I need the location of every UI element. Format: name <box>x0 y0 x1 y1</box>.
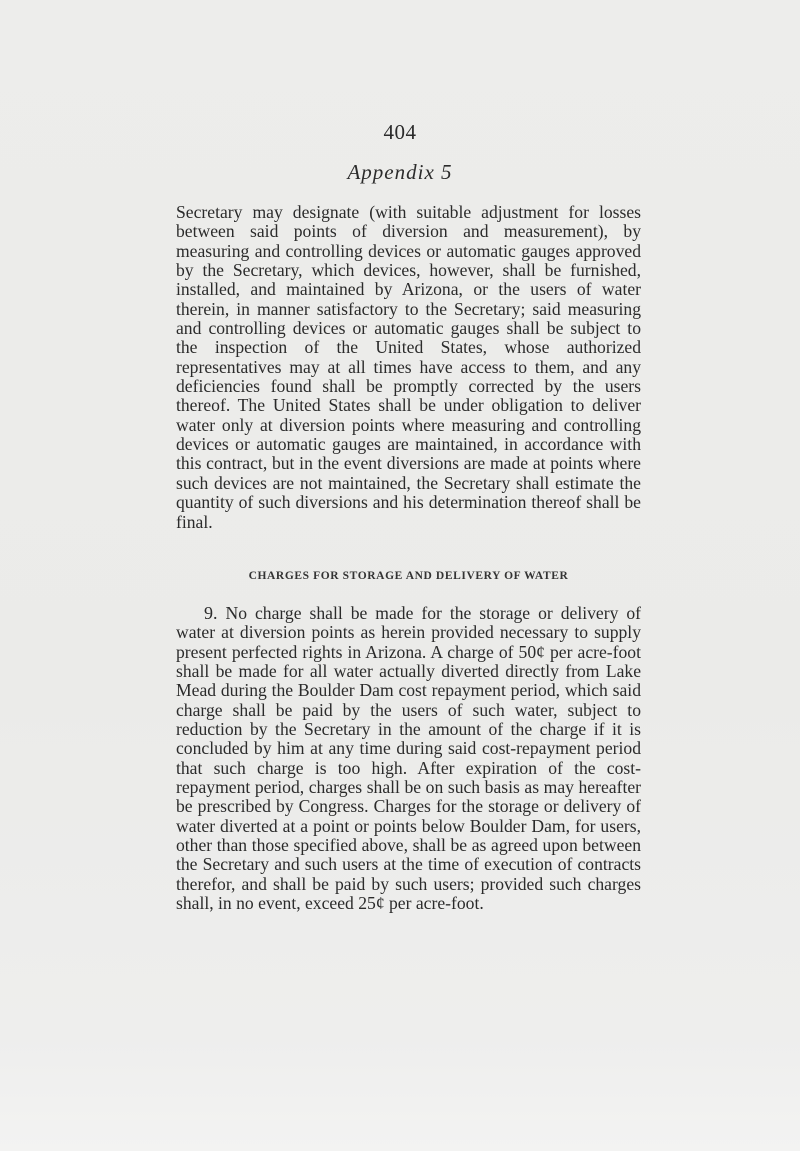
section-heading: CHARGES FOR STORAGE AND DELIVERY OF WATER <box>248 570 569 582</box>
continued-paragraph: Secretary may designate (with suitable adjustment for losses between said points of diversion and measurement), by measuring and controlling devices or automatic gauges approved by the Secretary, which devices, however, shall be furnished, installed, and maintained by Arizona, or the users of water therein, in manner satisfactory to the Secretary; said measuring and controlling devices or automatic gauges shall be subject to the inspection of the United States, whose authorized representatives may at all times have access to them, and any deficiencies found shall be promptly corrected by the users thereof. The United States shall be under obligation to deliver water only at diversion points where measuring and controlling devices or automatic gauges are maintained, in accordance with this contract, but in the event diversions are made at points where such devices are not maintained, the Secretary shall estimate the quantity of such diversions and his determination thereof shall be final. <box>176 202 641 532</box>
paragraph-9-text: No charge shall be made for the storage or delivery of water at diversion points as herein provided necessary to supply present perfected rights in Arizona. A charge of 50¢ per acre-foot shall be made for all water actually diverted directly from Lake Mead during the Boulder Dam cost repayment period, which said charge shall be paid by the users of such water, subject to reduction by the Secretary in the amount of the charge if it is concluded by him at any time during said cost-repayment period that such charge is too high. After expiration of the cost-repayment period, charges shall be on such basis as may hereafter be prescribed by Congress. Charges for the storage or delivery of water diverted at a point or points below Boulder Dam, for users, other than those specified above, shall be as agreed upon between the Secretary and such users at the time of execution of contracts therefor, and shall be paid by such users; provided such charges shall, in no event, exceed 25¢ per acre-foot. <box>176 603 641 914</box>
page-number: 404 <box>383 120 417 144</box>
paragraph-number: 9. <box>204 603 218 623</box>
paragraph-9 <box>176 604 641 914</box>
running-head: Appendix 5 <box>347 160 453 184</box>
